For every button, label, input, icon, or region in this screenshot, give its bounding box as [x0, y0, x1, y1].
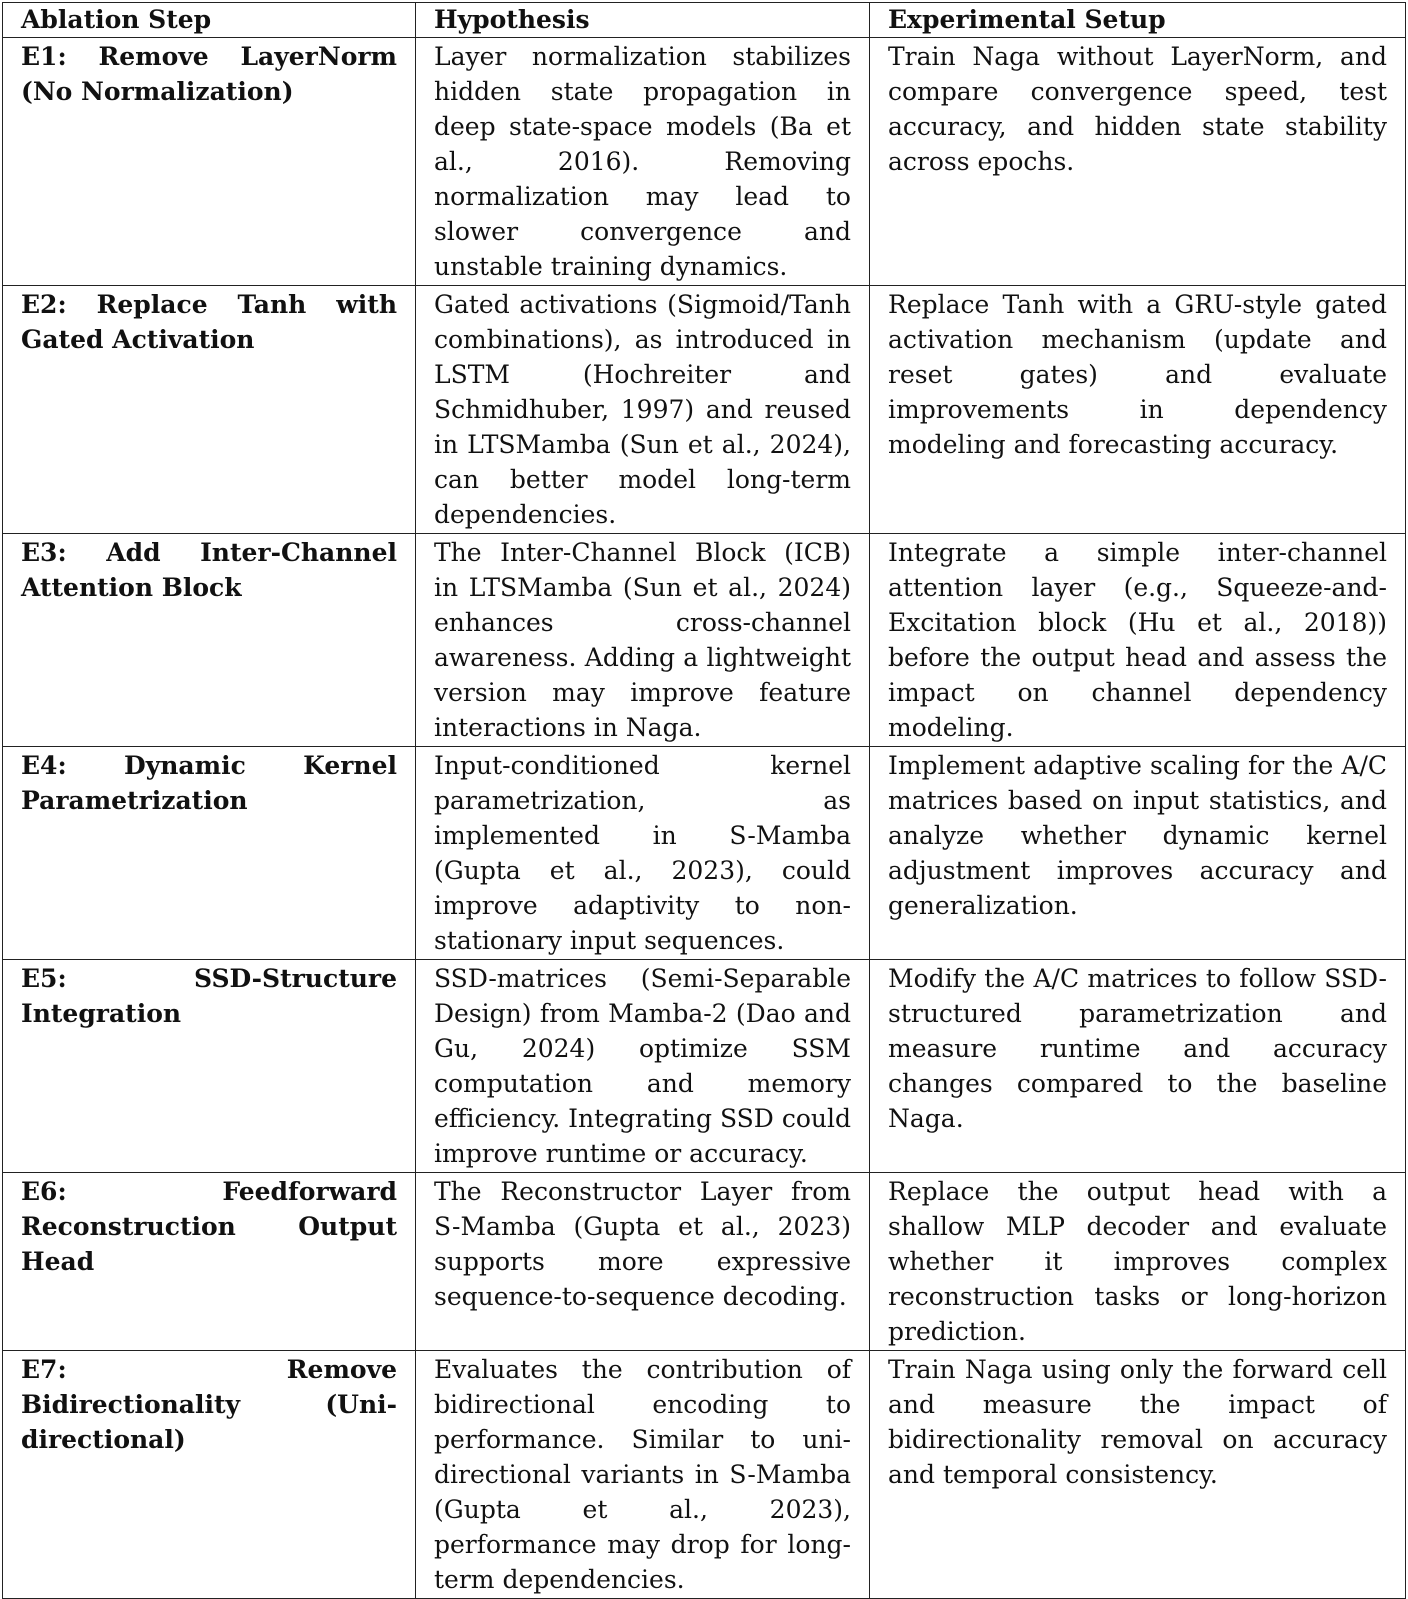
setup-cell: Train Naga using only the forward cell and measure the impact of bidirectionality removal on accuracy and temporal consistency. — [870, 1351, 1406, 1599]
setup-cell: Implement adaptive scaling for the A/C matrices based on input statistics, and analyze whether dynamic kernel adjustment improves accuracy and generalization. — [870, 747, 1406, 960]
header-hypothesis: Hypothesis — [416, 3, 870, 38]
ablation-step-cell: E3: Add Inter-Channel Attention Block — [3, 534, 416, 747]
setup-cell: Replace Tanh with a GRU-style gated activation mechanism (update and reset gates) and evaluate improvements in dependency modeling and forecasting accuracy. — [870, 286, 1406, 534]
setup-cell: Modify the A/C matrices to follow SSD-structured parametrization and measure runtime and accuracy changes compared to the baseline Naga. — [870, 960, 1406, 1173]
ablation-step-cell: E7: Remove Bidirectionality (Uni-directional) — [3, 1351, 416, 1599]
hypothesis-cell: SSD-matrices (Semi-Separable Design) from Mamba-2 (Dao and Gu, 2024) optimize SSM computation and memory efficiency. Integrating SSD could improve runtime or accuracy. — [416, 960, 870, 1173]
hypothesis-cell: The Reconstructor Layer from S-Mamba (Gupta et al., 2023) supports more expressive sequence-to-sequence decoding. — [416, 1173, 870, 1351]
header-ablation-step: Ablation Step — [3, 3, 416, 38]
setup-cell: Replace the output head with a shallow MLP decoder and evaluate whether it improves complex reconstruction tasks or long-horizon prediction. — [870, 1173, 1406, 1351]
setup-cell: Integrate a simple inter-channel attention layer (e.g., Squeeze-and-Excitation block (Hu et al., 2018)) before the output head and assess the impact on channel dependency modeling. — [870, 534, 1406, 747]
hypothesis-cell: The Inter-Channel Block (ICB) in LTSMamba (Sun et al., 2024) enhances cross-channel awareness. Adding a lightweight version may improve feature interactions in Naga. — [416, 534, 870, 747]
table-row — [3, 960, 1406, 1173]
table-row — [3, 534, 1406, 747]
table-row — [3, 1173, 1406, 1351]
table-row — [3, 1351, 1406, 1599]
ablation-step-cell: E6: Feedforward Reconstruction Output Head — [3, 1173, 416, 1351]
ablation-table — [2, 2, 1406, 1599]
header-experimental-setup: Experimental Setup — [870, 3, 1406, 38]
hypothesis-cell: Gated activations (Sigmoid/Tanh combinations), as introduced in LSTM (Hochreiter and Schmidhuber, 1997) and reused in LTSMamba (Sun et al., 2024), can better model long-term dependencies. — [416, 286, 870, 534]
table-row — [3, 38, 1406, 286]
table-row — [3, 286, 1406, 534]
hypothesis-cell: Input-conditioned kernel parametrization, as implemented in S-Mamba (Gupta et al., 2023), could improve adaptivity to non-stationary input sequences. — [416, 747, 870, 960]
setup-cell: Train Naga without LayerNorm, and compare convergence speed, test accuracy, and hidden state stability across epochs. — [870, 38, 1406, 286]
ablation-step-cell: E1: Remove LayerNorm (No Normalization) — [3, 38, 416, 286]
table-header-row — [3, 3, 1406, 38]
hypothesis-cell: Evaluates the contribution of bidirectional encoding to performance. Similar to uni-directional variants in S-Mamba (Gupta et al., 2023), performance may drop for long-term dependencies. — [416, 1351, 870, 1599]
ablation-step-cell: E4: Dynamic Kernel Parametrization — [3, 747, 416, 960]
table-row — [3, 747, 1406, 960]
hypothesis-cell: Layer normalization stabilizes hidden state propagation in deep state-space models (Ba et al., 2016). Removing normalization may lead to slower convergence and unstable training dynamics. — [416, 38, 870, 286]
ablation-step-cell: E5: SSD-Structure Integration — [3, 960, 416, 1173]
ablation-step-cell: E2: Replace Tanh with Gated Activation — [3, 286, 416, 534]
